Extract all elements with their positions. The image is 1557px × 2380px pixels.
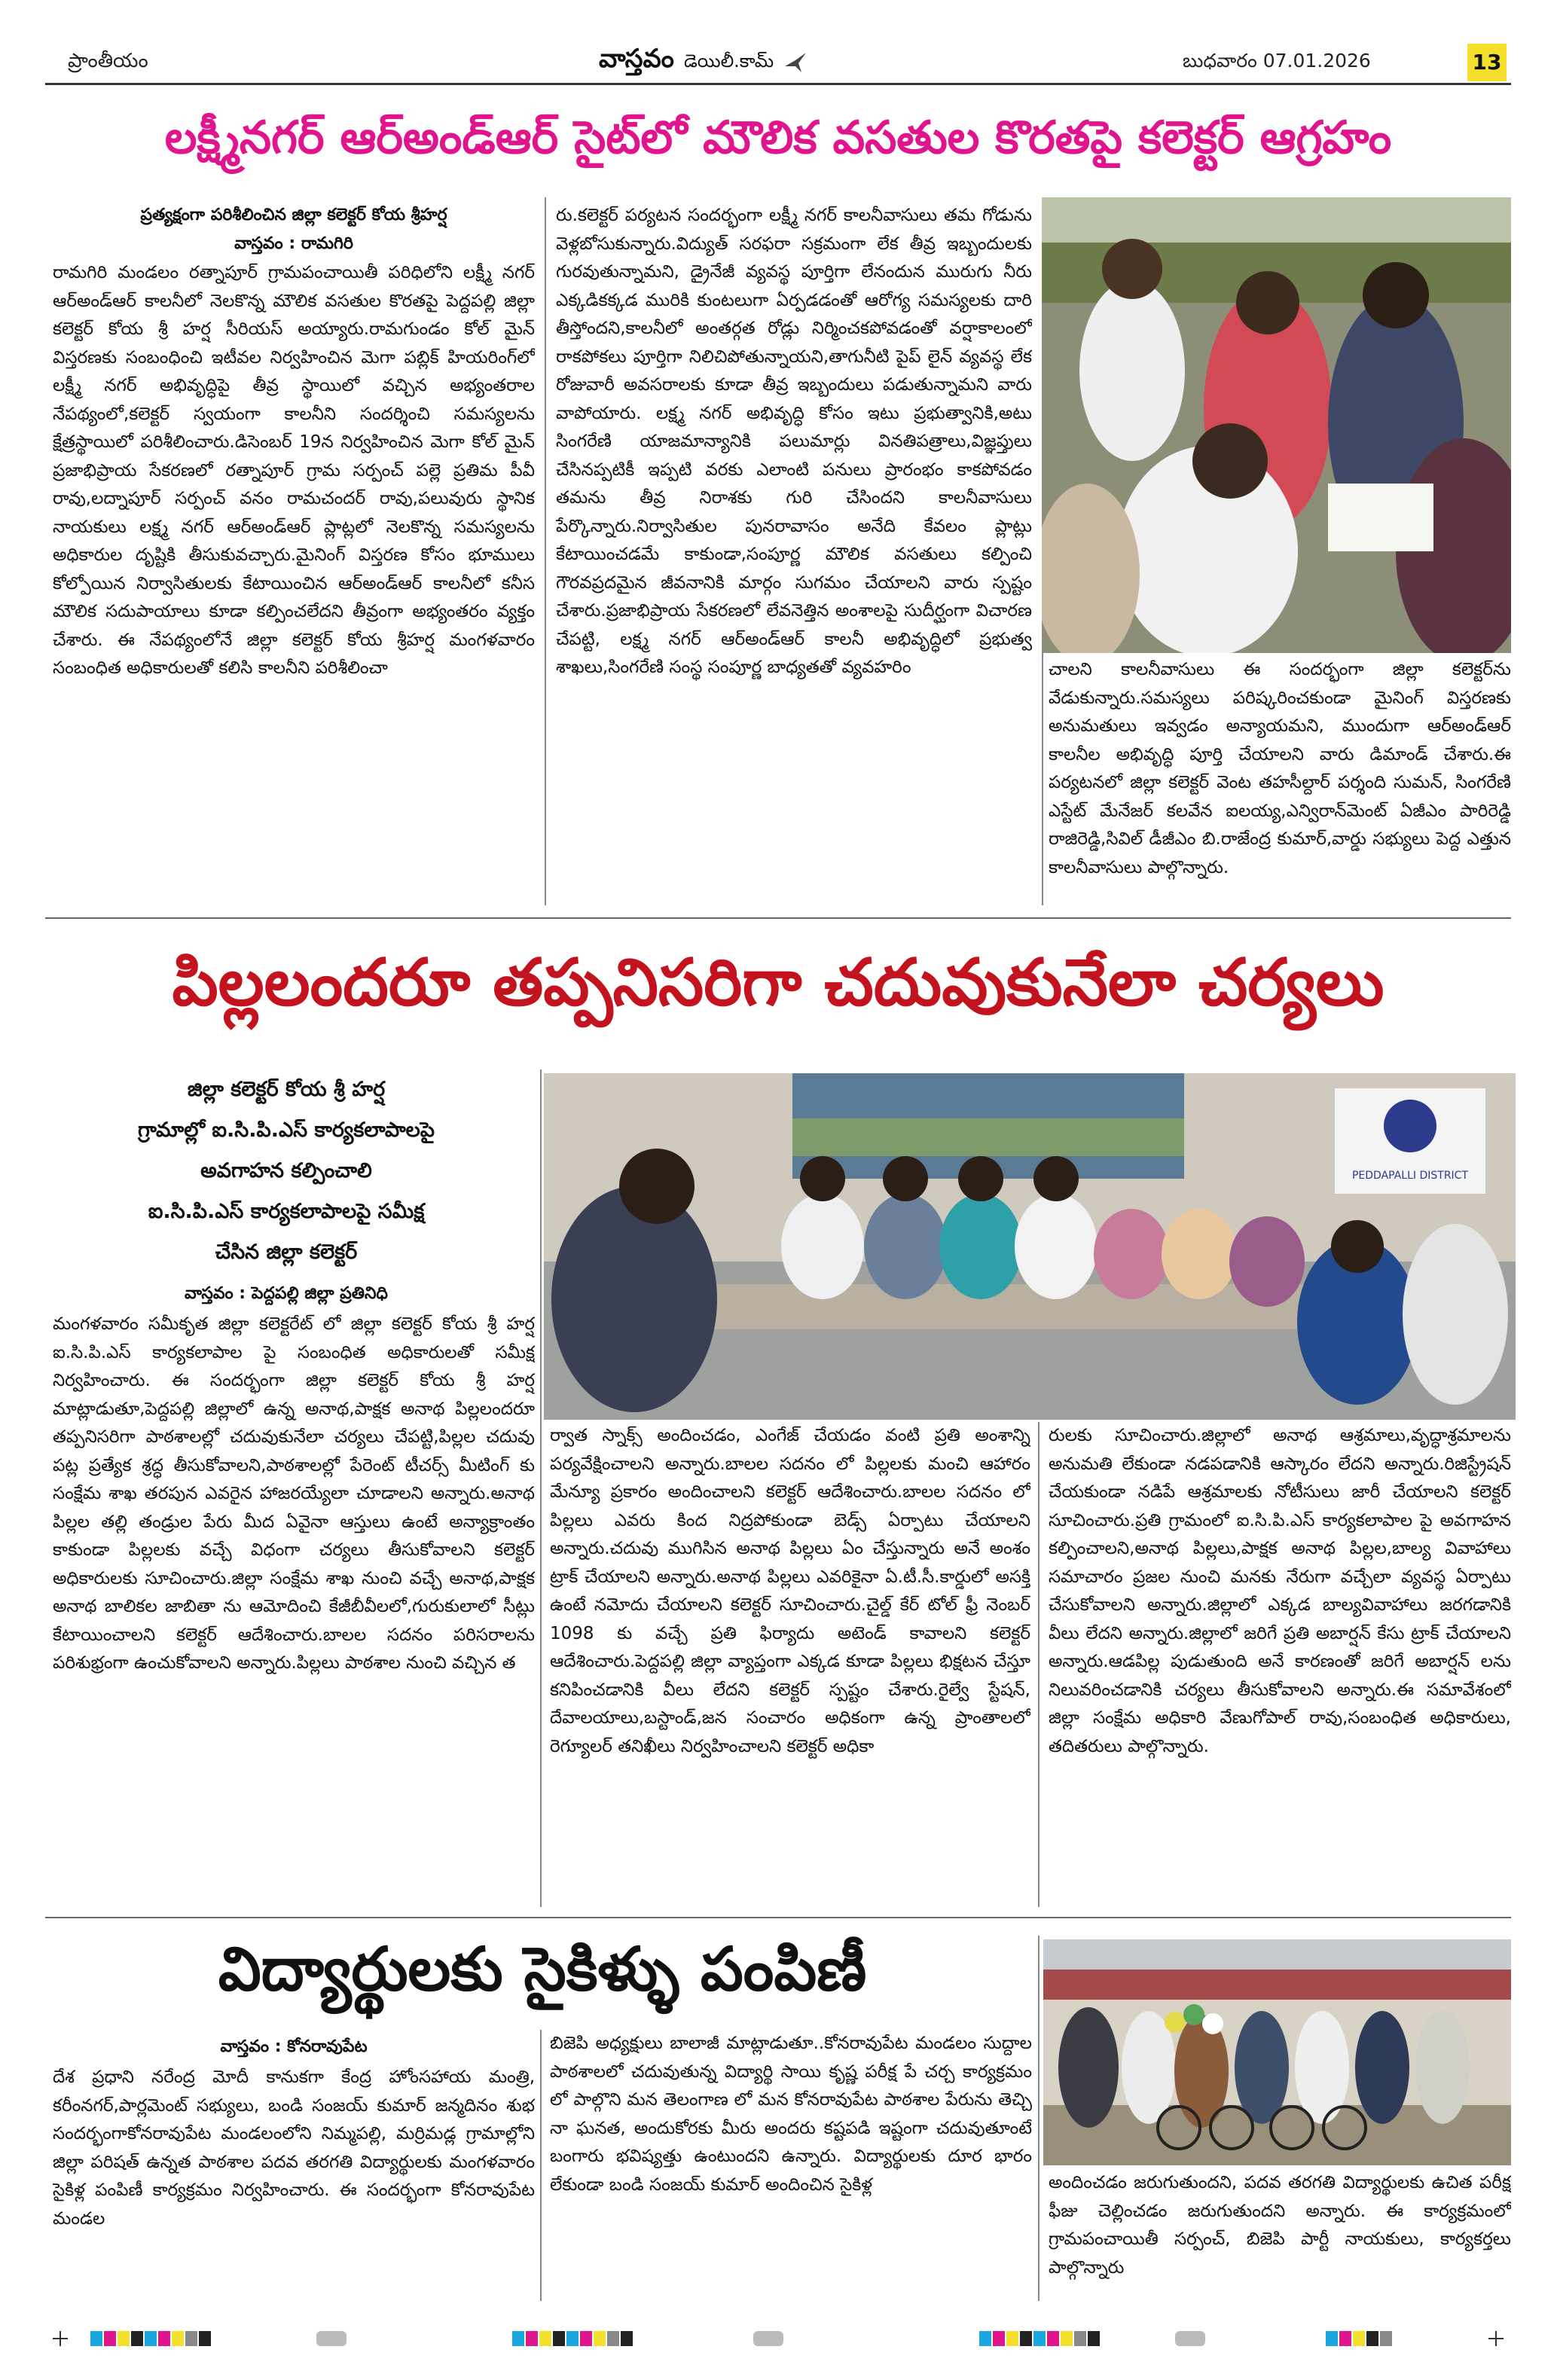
subhead-line-3: అవగాహన కల్పించాలి	[200, 1159, 372, 1182]
article2-col-divider-1	[540, 1069, 542, 1907]
article2-headline: పిల్లలందరూ తప్పనిసరిగా చదువుకునేలా చర్యలు	[172, 945, 1385, 1021]
article3-col-divider-2	[1038, 1936, 1040, 2301]
paper-tagline: డెయిలీ.కామ్	[683, 50, 774, 72]
subhead-line-4: ఐ.సి.పి.ఎస్ కార్యకలాపాలపై సమీక్ష	[148, 1200, 425, 1223]
paper-name: వాస్తవం	[599, 44, 674, 74]
article2-bottom-rule	[45, 1917, 1511, 1918]
bicycle-distribution-photo	[1043, 1939, 1511, 2165]
article2-subhead	[45, 1069, 527, 1273]
banner-text: PEDDAPALLI DISTRICT	[1351, 1170, 1469, 1182]
header-date: బుధవారం 07.01.2026	[1183, 50, 1371, 72]
article3-col-divider-1	[540, 2030, 542, 2301]
subhead-line-2: గ్రామాల్లో ఐ.సి.పి.ఎస్ కార్యకలాపాలపై	[137, 1118, 435, 1142]
article1-col3	[1049, 656, 1511, 909]
header-rule	[45, 83, 1511, 85]
article3-col3	[1049, 2169, 1511, 2301]
article1-byline: ప్రత్యక్షంగా పరిశీలించిన జిల్లా కలెక్టర్ కోయ శ్రీహర్ష	[140, 206, 447, 224]
crosshair-left-icon	[53, 2331, 68, 2346]
subhead-line-5: చేసిన జిల్లా కలెక్టర్	[215, 1240, 358, 1264]
article2-col1	[53, 1311, 535, 1906]
article2-col1-text: మంగళవారం సమీకృత జిల్లా కలెక్టరేట్ లో జిల్లా కలెక్టర్ కోయ శ్రీ హర్ష ఐ.సి.పి.ఎస్ కార్యకలాపాల పై సంబంధిత అధికారులతో సమీక్ష నిర్వహించారు. ఈ సందర్భంగా జిల్లా కలెక్టర్ కోయ శ్రీ హర్ష మాట్లాడుతూ,పెద్దపల్లి జిల్లాలో ఉన్న అనాథ,పాక్షక అనాథ పిల్లలందరూ తప్పనిసరిగా పాఠశాలల్లో చదువుకునేలా చర్యలు చేపట్టి,పిల్లల చదువు పట్ల ప్రత్యేక శ్రద్ధ తీసుకోవాలని,పాఠశాలల్లో పేరెంట్ టీచర్స్ మీటింగ్ కు సంక్షేమ శాఖ తరపున ఎవరైన హాజరయ్యేలా చూడాలని అన్నారు.అనాథ పిల్లల తల్లి తండ్రుల పేరు మీద ఏవైనా ఆస్తులు ఉంటే అన్యాక్రాంతం కాకుండా పిల్లలకు వచ్చే విధంగా చర్యలు తీసుకోవాలని కలెక్టర్ అధికారులకు సూచించారు.జిల్లా సంక్షేమ శాఖ నుంచి వచ్చే అనాథ,పాక్షక అనాథ బాలికల జాబితా ను ఆమోదించి కేజీబీవీలలో,గురుకులాలో సీట్లు కేటాయించాలని కలెక్టర్ ఆదేశించారు.బాలల సదనం పరిసరాలను పరిశుభ్రంగా ఉంచుకోవాలని అన్నారు.పిల్లలు పాఠశాల నుంచి వచ్చిన త	[53, 1314, 535, 1673]
article1-col2	[556, 202, 1032, 907]
article3-col2-text: బిజెపి అధ్యక్షులు బాలాజీ మాట్లాడుతూ..కోనరావుపేట మండలం సుద్దాల పాఠశాలలో చదువుతున్న విద్యార్థి సాయి కృష్ణ పరీక్ష పే చర్చ కార్యక్రమం లో పాల్గొని మన తెలంగాణ లో మన కోనరావుపేట పాఠశాల పేరును తెచ్చి నా ఘనత, అందుకోరకు మీరు అందరు కష్టపడి ఇష్టంగా చదువుతూంటే బంగారు భవిష్యత్తు ఉంటుందని ఉన్నారు. విద్యార్థులకు దూర భారం లేకుండా బండి సంజయ్ కుమార్ అందించిన సైకిళ్ల	[550, 2034, 1032, 2195]
review-meeting-photo	[544, 1073, 1516, 1420]
article2-col-divider-2	[1038, 1422, 1040, 1907]
registration-marks	[45, 2324, 1511, 2354]
article2-col2	[550, 1422, 1030, 1907]
page-number: 13	[1467, 44, 1507, 81]
article2-col3	[1049, 1422, 1511, 1907]
article3-headline: విద్యార్థులకు సైకిళ్ళు పంపిణీ	[218, 1934, 867, 2004]
article1-col2-text: రు.కలెక్టర్ పర్యటన సందర్భంగా లక్ష్మీ నగర్ కాలనీవాసులు తమ గోడును వెళ్లబోసుకున్నారు.విద్యుత్ సరఫరా సక్రమంగా లేక తీవ్ర ఇబ్బందులకు గురవుతున్నామని, డ్రైనేజీ వ్యవస్థ పూర్తిగా లేనందున మురుగు నీరు ఎక్కడికక్కడ మురికి కుంటలుగా ఏర్పడడంతో ఆరోగ్య సమస్యలకు దారి తీస్తోందని,కాలనీలో అంతర్గత రోడ్లు నిర్మించకపోవడంతో వర్షాకాలంలో రాకపోకలు పూర్తిగా నిలిచిపోతున్నాయని,తాగునీటి పైప్ లైన్ వ్యవస్థ లేక రోజువారీ అవసరాలకు కూడా తీవ్ర ఇబ్బందులు పడుతున్నామని వారు వాపోయారు. లక్ష్మ నగర్ అభివృద్ధి కోసం ఇటు ప్రభుత్వానికి,అటు సింగరేణి యాజమాన్యానికి పలుమార్లు వినతిపత్రాలు,విజ్ఞప్తులు చేసినప్పటికీ ఇప్పటి వరకు ఎలాంటి పనులు ప్రారంభం కాకపోవడం తమను తీవ్ర నిరాశకు గురి చేసిందని కాలనీవాసులు పేర్కొన్నారు.నిర్వాసితుల పునరావాసం అనేది కేవలం ప్లాట్లు కేటాయించడమే కాకుండా,సంపూర్ణ మౌలిక వసతులు కల్పించి గౌరవప్రదమైన జీవనానికి మార్గం సుగమం చేయాలని వారు స్పష్టం చేశారు.ప్రజాభిప్రాయ సేకరణలో లేవనెత్తిన అంశాలపై సుదీర్ఘంగా విచారణ చేపట్టి, లక్ష్మ నగర్ ఆర్అండ్ఆర్ కాలనీ అభివృద్ధిలో ప్రభుత్వ శాఖలు,సింగరేణి సంస్థ సంపూర్ణ బాధ్యతతో వ్యవహరిం	[556, 206, 1032, 677]
header-section-label	[68, 50, 148, 77]
article2-col3-text: రులకు సూచించారు.జిల్లాలో అనాథ ఆశ్రమాలు,వృద్ధాశ్రమాలను అనుమతి లేకుండా నడపడానికి ఆస్కారం లేదని అన్నారు.రిజిస్ట్రేషన్ చేయకుండా నడిపే ఆశ్రమాలకు నోటీసులు జారీ చేయాలని కలెక్టర్ సూచించారు.ప్రతి గ్రామంలో ఐ.సి.పి.ఎస్ కార్యకలాపాల పై అవగాహన కల్పించాలని,అనాథ పిల్లలు,పాక్షక అనాథ పిల్లల,బాల్య వివాహాలు సమాచారం ప్రజల నుంచి మనకు నేరుగా వచ్చేలా వ్యవస్థ ఏర్పాటు చేసుకోవాలని అన్నారు.జిల్లాలో ఎక్కడ బాల్యవివాహాలు జరగడానికి వీలు లేదని అన్నారు.జిల్లాలో జరిగే ప్రతి అబార్షన్ కేసు ట్రాక్ చేయాలని అన్నారు.ఆడపిల్ల పుడుతుంది అనే కారణంతో జరిగే అబార్షన్ లను నిలువరించడానికి చర్యలు తీసుకోవాలని అన్నారు.ఈ సమావేశంలో జిల్లా సంక్షేమ అధికారి వేణుగోపాల్ రావు,సంబంధిత అధికారులు, తదితరులు పాల్గొన్నారు.	[1049, 1426, 1511, 1756]
article1-bottom-rule	[45, 917, 1511, 919]
bird-logo-icon	[783, 51, 808, 77]
article3-col3-text: అందించడం జరుగుతుందని, పదవ తరగతి విద్యార్థులకు ఉచిత పరీక్ష ఫీజు చెల్లించడం జరుగుతుందని అన్నారు. ఈ కార్యక్రమంలో గ్రామపంచాయితీ సర్పంచ్, బిజెపి పార్టీ నాయకులు, కార్యకర్తలు పాల్గొన్నారు	[1049, 2173, 1511, 2278]
article1-dateline: వాస్తవం : రామగిరి	[234, 234, 353, 253]
article1-col-divider-1	[545, 197, 546, 905]
collector-inspection-photo	[1042, 197, 1511, 653]
article1-col3-text: చాలని కాలనీవాసులు ఈ సందర్భంగా జిల్లా కలెక్టర్‌ను వేడుకున్నారు.సమస్యలు పరిష్కరించకుండా మైనింగ్ విస్తరణకు అనుమతులు ఇవ్వడం అన్యాయమని, ముందుగా ఆర్అండ్ఆర్ కాలనీల అభివృద్ధి పూర్తి చేయాలని వారు డిమాండ్ చేశారు.ఈ పర్యటనలో జిల్లా కలెక్టర్ వెంట తహసీల్దార్ పర్శంది సుమన్, సింగరేణి ఎస్టేట్ మేనేజర్ కలవేన ఐలయ్య,ఎన్విరాన్‌మెంట్ ఏజీఎం పారిరెడ్డి రాజిరెడ్డి,సివిల్ డీజీఎం బి.రాజేంద్ర కుమార్,వార్డు సభ్యులు పెద్ద ఎత్తున కాలనీవాసులు పాల్గొన్నారు.	[1049, 660, 1511, 877]
article2-dateline: వాస్తవం : పెద్దపల్లి జిల్లా ప్రతినిధి	[185, 1284, 388, 1303]
article3-col1	[53, 2064, 535, 2297]
paper-masthead	[599, 44, 808, 81]
subhead-line-1: జిల్లా కలెక్టర్ కోయ శ్రీ హర్ష	[187, 1078, 386, 1101]
page-header	[45, 44, 1511, 81]
section-label: ప్రాంతీయం	[68, 50, 148, 72]
article1-headline: లక్ష్మీనగర్ ఆర్అండ్ఆర్ సైట్‌లో మౌలిక వసతుల కొరతపై కలెక్టర్ ఆగ్రహం	[164, 111, 1392, 164]
article3-dateline: వాస్తవం : కోనరావుపేట	[220, 2037, 368, 2056]
color-strip-icon	[90, 2331, 211, 2346]
article2-col2-text: ర్వాత స్నాక్స్ అందించడం, ఎంగేజ్ చేయడం వంటి ప్రతి అంశాన్ని పర్యవేక్షించాలని అన్నారు.బాలల సదనం లో పిల్లలకు మంచి ఆహారం మేన్యూ ప్రకారం అందించాలని కలెక్టర్ ఆదేశించారు.బాలల సదనం లో పిల్లలు ఎవరు కింద నిద్రపోకుండా బెడ్స్ ఏర్పాటు చేయాలని అన్నారు.చదువు ముగిసిన అనాథ పిల్లలు ఏం చేస్తున్నారు అనే అంశం ట్రాక్ చేయాలని అన్నారు.అనాథ పిల్లలు ఎవరికైనా ఏ.టీ.సీ.కార్డులో అసక్తి ఉంటే నమోదు చేయాలని కలెక్టర్ సూచించారు.చైల్డ్ కేర్ టోల్ ఫ్రీ నెంబర్ 1098 కు వచ్చే ప్రతి ఫిర్యాదు అటెండ్ కావాలని కలెక్టర్ ఆదేశించారు.పెద్దపల్లి జిల్లా వ్యాప్తంగా ఎక్కడ కూడా పిల్లలు భిక్షటన చేస్తూ కనిపించడానికి వీలు లేదని కలెక్టర్ స్పష్టం చేశారు.రైల్వే స్టేషన్, దేవాలయాలు,బస్టాండ్,జన సంచారం అధికంగా ఉన్న ప్రాంతాలలో రెగ్యూలర్ తనిఖీలు నిర్వహించాలని కలెక్టర్ అధికా	[550, 1426, 1030, 1756]
article1-col1-text: రామగిరి మండలం రత్నాపూర్ గ్రామపంచాయితీ పరిధిలోని లక్ష్మీ నగర్ ఆర్అండ్ఆర్ కాలనీలో నెలకొన్న మౌలిక వసతుల కొరతపై పెద్దపల్లి జిల్లా కలెక్టర్ కోయ శ్రీ హర్ష సీరియస్ అయ్యారు.రామగుండం కోల్ మైన్ విస్తరణకు సంబంధించి ఇటీవల నిర్వహించిన మెగా పబ్లిక్ హియరింగ్‌లో లక్ష్మీ నగర్ అభివృద్ధిపై తీవ్ర స్థాయిలో వచ్చిన అభ్యంతరాల నేపథ్యంలో,కలెక్టర్ స్వయంగా కాలనీని సందర్శించి సమస్యలను క్షేత్రస్థాయిలో పరిశీలించారు.డిసెంబర్ 19న నిర్వహించిన మెగా కోల్ మైన్ ప్రజాభిప్రాయ సేకరణలో రత్నాపూర్ గ్రామ సర్పంచ్ పల్లె ప్రతిమ పీవీ రావు,లద్నాపూర్ సర్పంచ్ వనం రామచందర్ రావు,పలువురు స్థానిక నాయకులు లక్ష్మ నగర్ ఆర్అండ్ఆర్ ప్లాట్లలో నెలకొన్న సమస్యలను అధికారుల దృష్టికి తీసుకువచ్చారు.మైనింగ్ విస్తరణ కోసం భూములు కోల్పోయిన నిర్వాసితులకు కేటాయించిన ఆర్అండ్ఆర్ కాలనీలో కనీస మౌలిక సదుపాయాలు కూడా కల్పించలేదని తీవ్రంగా అభ్యంతరం వ్యక్తం చేశారు. ఈ నేపథ్యంలోనే జిల్లా కలెక్టర్ కోయ శ్రీహర్ష మంగళవారం సంబంధిత అధికారులతో కలిసి కాలనీని పరిశీలించా	[53, 263, 535, 678]
article3-col2	[550, 2030, 1032, 2299]
article1-col1	[53, 259, 535, 907]
crosshair-right-icon	[1488, 2331, 1504, 2346]
article3-col1-text: దేశ ప్రధాని నరేంద్ర మోదీ కానుకగా కేంద్ర హోంసహాయ మంత్రి, కరీంనగర్,పార్లమెంట్ సభ్యులు, బండి సంజయ్ కుమార్ జన్మదినం శుభ సందర్భంగాకోనరావుపేట మండలంలోని నిమ్మపల్లి, మర్రిమడ్ల గ్రామాల్లోని జిల్లా పరిషత్ ఉన్నత పాఠశాల పదవ తరగతి విద్యార్థులకు మంగళవారం సైకిళ్ల పంపిణీ కార్యక్రమం నిర్వహించారు. ఈ సందర్భంగా కోనరావుపేట మండల	[53, 2067, 535, 2229]
